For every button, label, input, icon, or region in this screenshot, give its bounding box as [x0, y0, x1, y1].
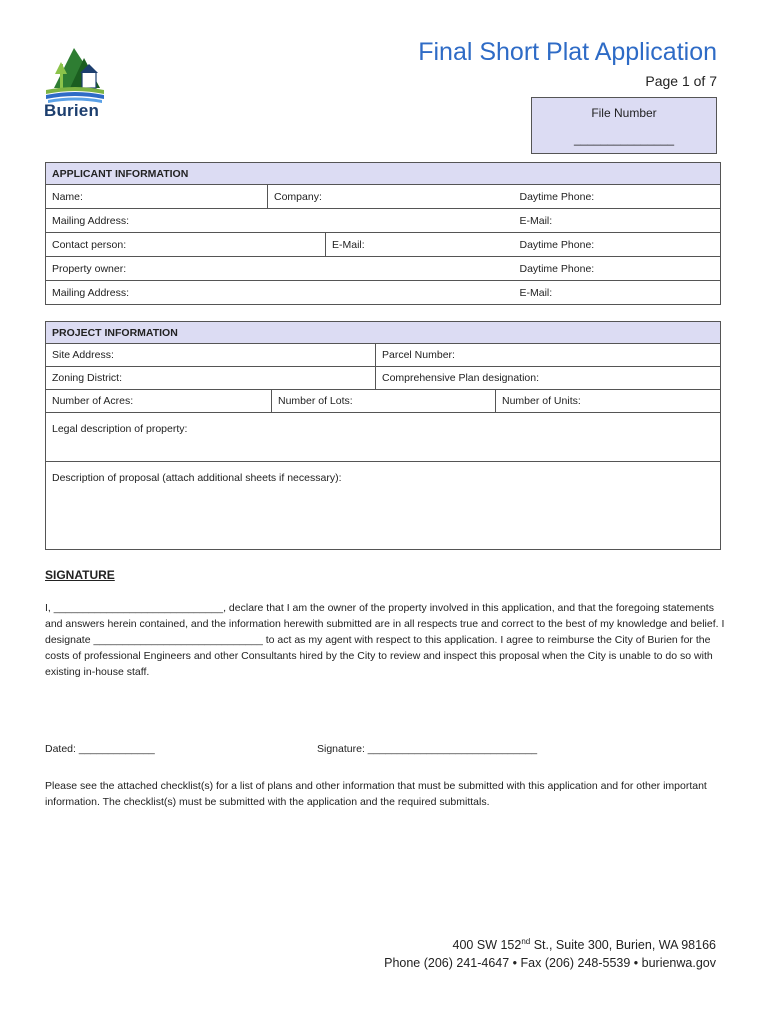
owner-phone-field[interactable]: Daytime Phone: — [514, 257, 721, 281]
contact-email-field[interactable]: E-Mail: — [326, 233, 514, 257]
file-number-field[interactable]: _______________ — [573, 132, 675, 146]
name-field[interactable]: Name: — [46, 185, 268, 209]
site-address-field[interactable]: Site Address: — [46, 344, 376, 367]
logo-text: Burien — [44, 101, 100, 120]
applicant-heading: APPLICANT INFORMATION — [46, 163, 721, 185]
declaration-text: I, _____________________________, declare that I am the owner of the property involved in this application, and that the foregoing statements and answers herein contained, and the information herewith submitted are in all respects true and correct to the best of my knowledge and belief. I designate _____________________________ to act as my agent with respect to this application. I agree to reimburse the City of Burien for the costs of professional Engineers and other Consultants hired by the City to review and inspect this proposal when the City is unable to do so with existing in-house staff. — [45, 602, 725, 678]
footer-contact: Phone (206) 241-4647 • Fax (206) 248-5539 • burienwa.gov — [384, 956, 716, 970]
property-owner-field[interactable]: Property owner: — [46, 257, 514, 281]
page-number: Page 1 of 7 — [645, 73, 717, 89]
footer-address-city: St., Suite 300, Burien, WA 98166 — [530, 938, 716, 953]
units-field[interactable]: Number of Units: — [496, 390, 721, 413]
email-field[interactable]: E-Mail: — [514, 209, 721, 233]
proposal-description-field[interactable]: Description of proposal (attach additional sheets if necessary): — [46, 462, 721, 550]
owner-mailing-address-field[interactable]: Mailing Address: — [46, 281, 514, 305]
footer-address — [453, 937, 716, 952]
project-table — [45, 321, 721, 550]
owner-email-field[interactable]: E-Mail: — [514, 281, 721, 305]
acres-field[interactable]: Number of Acres: — [46, 390, 272, 413]
contact-phone-field[interactable]: Daytime Phone: — [514, 233, 721, 257]
contact-person-field[interactable]: Contact person: — [46, 233, 326, 257]
dated-field[interactable]: Dated: _____________ — [45, 743, 155, 755]
zoning-district-field[interactable]: Zoning District: — [46, 367, 376, 390]
project-heading: PROJECT INFORMATION — [46, 322, 721, 344]
daytime-phone-field[interactable]: Daytime Phone: — [514, 185, 721, 209]
legal-description-field[interactable]: Legal description of property: — [46, 413, 721, 462]
company-field[interactable]: Company: — [268, 185, 514, 209]
page-title: Final Short Plat Application — [418, 38, 717, 66]
file-number-box — [531, 97, 717, 154]
footer-address-street: 400 SW 152 — [452, 938, 522, 953]
signature-heading: SIGNATURE — [45, 568, 115, 582]
signature-field[interactable]: Signature: _____________________________ — [317, 743, 538, 755]
file-number-label: File Number — [591, 106, 657, 120]
parcel-number-field[interactable]: Parcel Number: — [376, 344, 721, 367]
comp-plan-field[interactable]: Comprehensive Plan designation: — [376, 367, 721, 390]
mailing-address-field[interactable]: Mailing Address: — [46, 209, 514, 233]
applicant-table — [45, 162, 721, 305]
checklist-note: Please see the attached checklist(s) for a list of plans and other information that must be submitted with this application and for other important information. The checklist(s) must be submitted with the application and the required submittals. — [45, 780, 707, 808]
footer-address-suffix: nd — [521, 937, 531, 946]
lots-field[interactable]: Number of Lots: — [272, 390, 496, 413]
